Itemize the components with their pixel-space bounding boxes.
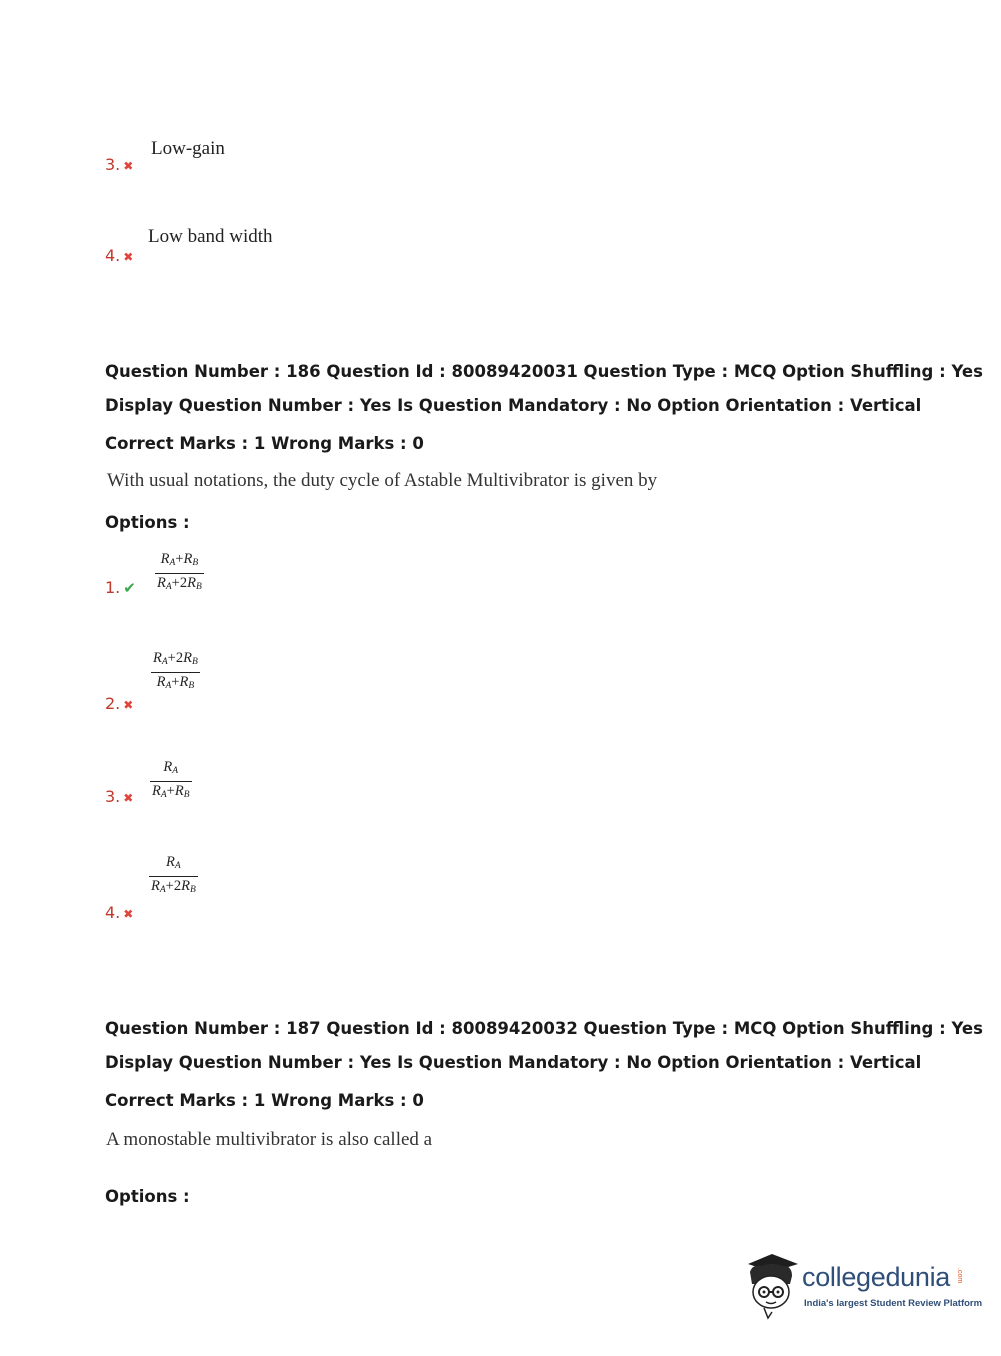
logo-dotcom: .com <box>956 1268 963 1284</box>
option-fraction <box>150 758 192 805</box>
marks-line: Correct Marks : 1 Wrong Marks : 0 <box>105 1091 424 1110</box>
option-number: 4. ✖ <box>105 246 134 265</box>
fraction-denominator: $R_A+R_B$ <box>156 674 195 691</box>
cross-icon: ✖ <box>123 791 134 805</box>
option-number: 4. ✖ <box>105 903 134 922</box>
marks-line: Correct Marks : 1 Wrong Marks : 0 <box>105 434 424 453</box>
cross-icon: ✖ <box>123 698 134 712</box>
option-number: 3. ✖ <box>105 787 134 806</box>
question-text: With usual notations, the duty cycle of Astable Multivibrator is given by <box>107 470 658 491</box>
question-meta-line: Question Number : 187 Question Id : 80089420032 Question Type : MCQ Option Shuffling : Yes <box>105 1019 983 1038</box>
cross-icon: ✖ <box>123 907 134 921</box>
option-fraction <box>149 853 198 900</box>
collegedunia-logo <box>742 1250 983 1320</box>
question-meta-line: Question Number : 186 Question Id : 80089420031 Question Type : MCQ Option Shuffling : Yes <box>105 362 983 381</box>
question-meta-line: Display Question Number : Yes Is Question Mandatory : No Option Orientation : Vertical <box>105 396 922 415</box>
option-number: 1. ✔ <box>105 578 136 597</box>
option-number: 3. ✖ <box>105 155 134 174</box>
fraction-numerator: $R_A+R_B$ <box>160 551 199 568</box>
fraction-denominator: $R_A+2R_B$ <box>151 878 196 895</box>
logo-wordmark: collegedunia <box>802 1262 951 1292</box>
fraction-denominator: $R_A+2R_B$ <box>157 575 202 592</box>
fraction-denominator: $R_A+R_B$ <box>152 783 190 800</box>
option-text: Low-gain <box>151 138 225 159</box>
option-number: 2. ✖ <box>105 694 134 713</box>
question-meta-line: Display Question Number : Yes Is Question Mandatory : No Option Orientation : Vertical <box>105 1053 922 1072</box>
cross-icon: ✖ <box>123 250 134 264</box>
option-fraction <box>151 649 200 696</box>
check-icon: ✔ <box>123 579 136 597</box>
option-fraction <box>155 550 204 597</box>
options-label: Options : <box>105 513 190 532</box>
fraction-numerator: $R_A$ <box>166 854 181 871</box>
logo-tagline: India's largest Student Review Platform <box>804 1298 983 1309</box>
options-label: Options : <box>105 1187 190 1206</box>
fraction-numerator: $R_A+2R_B$ <box>153 650 198 667</box>
option-text: Low band width <box>148 226 273 247</box>
cross-icon: ✖ <box>123 159 134 173</box>
question-text: A monostable multivibrator is also called a <box>106 1129 433 1150</box>
fraction-numerator: $R_A$ <box>163 759 179 776</box>
mascot-icon <box>742 1250 802 1320</box>
